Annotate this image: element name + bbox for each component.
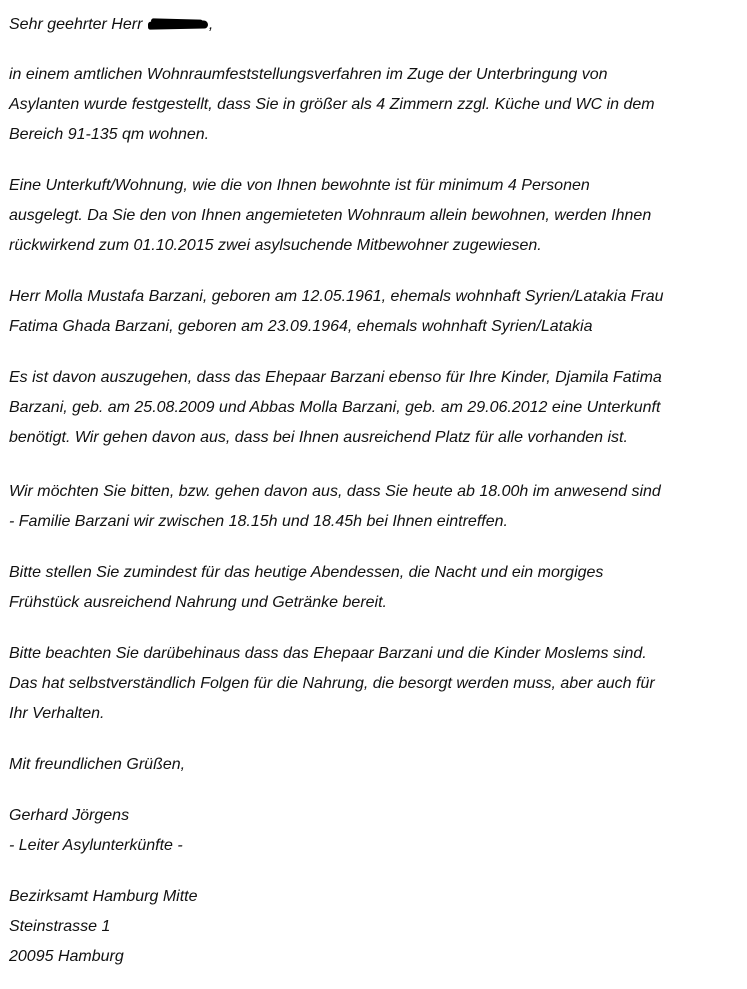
salutation-comma: , — [208, 16, 214, 33]
address-line-3: 20095 Hamburg — [9, 948, 124, 965]
paragraph-7-line-1: Bitte beachten Sie darübehinaus dass das Ehepaar Barzani und die Kinder Moslems sind. — [9, 645, 647, 662]
paragraph-7-line-2: Das hat selbstverständlich Folgen für die Nahrung, die besorgt werden muss, aber auch für — [9, 675, 655, 692]
signer-name: Gerhard Jörgens — [9, 807, 130, 824]
paragraph-4-line-3: benötigt. Wir gehen davon aus, dass bei Ihnen ausreichend Platz für alle vorhanden ist. — [9, 429, 628, 446]
paragraph-1-line-3: Bereich 91-135 qm wohnen. — [9, 126, 210, 143]
paragraph-7-line-3: Ihr Verhalten. — [9, 705, 105, 722]
paragraph-4-line-2: Barzani, geb. am 25.08.2009 und Abbas Molla Barzani, geb. am 29.06.2012 eine Unterkunft — [9, 399, 661, 416]
closing-line: Mit freundlichen Grüßen, — [9, 756, 186, 773]
paragraph-1-line-2: Asylanten wurde festgestellt, dass Sie in größer als 4 Zimmern zzgl. Küche und WC in dem — [9, 96, 655, 113]
salutation-line — [9, 15, 213, 35]
salutation-text: Sehr geehrter Herr — [9, 16, 143, 33]
paragraph-2-line-3: rückwirkend zum 01.10.2015 zwei asylsuchende Mitbewohner zugewiesen. — [9, 237, 542, 254]
paragraph-6-line-1: Bitte stellen Sie zumindest für das heutige Abendessen, die Nacht und ein morgiges — [9, 564, 604, 581]
paragraph-5-line-2: - Familie Barzani wir zwischen 18.15h und 18.45h bei Ihnen eintreffen. — [9, 513, 508, 530]
paragraph-4-line-1: Es ist davon auszugehen, dass das Ehepaar Barzani ebenso für Ihre Kinder, Djamila Fatima — [9, 369, 662, 386]
paragraph-1-line-1: in einem amtlichen Wohnraumfeststellungsverfahren im Zuge der Unterbringung von — [9, 66, 608, 83]
address-line-1: Bezirksamt Hamburg Mitte — [9, 888, 198, 905]
address-line-2: Steinstrasse 1 — [9, 918, 111, 935]
redacted-name — [147, 15, 209, 35]
paragraph-5-line-1: Wir möchten Sie bitten, bzw. gehen davon aus, dass Sie heute ab 18.00h im anwesend sind — [9, 483, 661, 500]
paragraph-2-line-1: Eine Unterkuft/Wohnung, wie die von Ihnen bewohnte ist für minimum 4 Personen — [9, 177, 590, 194]
paragraph-3-line-1: Herr Molla Mustafa Barzani, geboren am 12.05.1961, ehemals wohnhaft Syrien/Latakia Frau — [9, 288, 664, 305]
paragraph-3-line-2: Fatima Ghada Barzani, geboren am 23.09.1964, ehemals wohnhaft Syrien/Latakia — [9, 318, 593, 335]
signer-title: - Leiter Asylunterkünfte - — [9, 837, 183, 854]
paragraph-2-line-2: ausgelegt. Da Sie den von Ihnen angemieteten Wohnraum allein bewohnen, werden Ihnen — [9, 207, 652, 224]
paragraph-6-line-2: Frühstück ausreichend Nahrung und Getränke bereit. — [9, 594, 387, 611]
